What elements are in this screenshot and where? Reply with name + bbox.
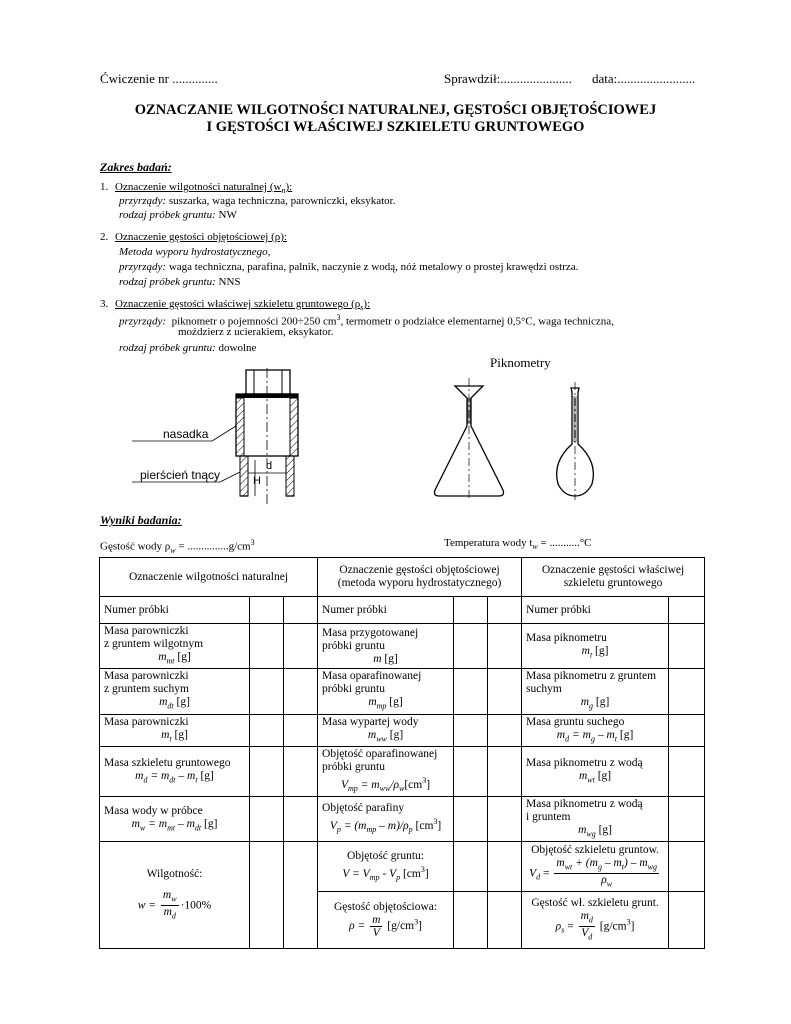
c3-row7-cell[interactable] xyxy=(669,892,705,949)
c2-row2-cell-a[interactable] xyxy=(454,669,488,714)
item-number: 1. xyxy=(100,181,109,193)
col2-header: Oznaczenie gęstości objętościowej (metoda wyporu hydrostatycznego) xyxy=(318,558,522,597)
c2-row3-cell-b[interactable] xyxy=(488,714,522,746)
c2-row4-cell-b[interactable] xyxy=(488,746,522,796)
c2-row3-label: Masa wypartej wody $m_{ww}$ [g] xyxy=(318,714,454,746)
scope-heading: Zakres badań: xyxy=(100,160,172,174)
c2-sample-number: Numer próbki xyxy=(318,597,454,624)
c3-row7-label: Gęstość wł. szkieletu grunt. $\rho_s$ = $\frac{m_d}{V_d}$ $[g/cm^3]$ xyxy=(522,892,669,949)
scope-item-3-tools-cont: moździerz z ucierakiem, eksykator. xyxy=(178,326,334,338)
results-table xyxy=(99,557,705,949)
c3-row6-cell[interactable] xyxy=(669,842,705,892)
c1-row5-label: Masa wody w próbce $m_w = m_{mt} - m_{dt}$ [g] xyxy=(100,797,250,842)
scope-item-3-sample: rodzaj próbek gruntu: dowolne xyxy=(119,342,257,354)
scope-item-2-method: Metoda wyporu hydrostatycznego, xyxy=(119,246,271,258)
water-density: Gęstość wody $\rho_w = ...............g/cm^3$ xyxy=(100,538,255,555)
checked-by: Sprawdził:...................... xyxy=(444,71,572,86)
col3-header: Oznaczenie gęstości właściwej szkieletu gruntowego xyxy=(522,558,705,597)
c1-row1-cell-a[interactable] xyxy=(250,624,284,669)
c2-row3-cell-a[interactable] xyxy=(454,714,488,746)
c2-row1-cell-b[interactable] xyxy=(488,624,522,669)
c3-row2-cell[interactable] xyxy=(669,669,705,714)
c3-row3-label: Masa gruntu suchego $m_d = m_g - m_t$ [g] xyxy=(522,714,669,746)
c3-row5-cell[interactable] xyxy=(669,797,705,842)
c1-row3-cell-a[interactable] xyxy=(250,714,284,746)
c2-row5-cell-b[interactable] xyxy=(488,797,522,842)
c1-row1-cell-b[interactable] xyxy=(284,624,318,669)
scope-item-1-sample: rodzaj próbek gruntu: NW xyxy=(119,209,237,221)
c3-row6-label: Objętość szkieletu gruntow. $V_d$ = $\frac{m_{wt} + (m_g - m_t) - m_{wg}}{\rho_w}$ xyxy=(522,842,669,892)
c1-row5-cell-a[interactable] xyxy=(250,797,284,842)
c1-row2-cell-b[interactable] xyxy=(284,669,318,714)
cutting-ring-label: pierścień tnący xyxy=(140,468,221,482)
c2-row5-label: Objętość parafiny $V_p = (m_{mp} - m)/\rho_p$ $[cm^3]$ xyxy=(318,797,454,842)
c3-row4-label: Masa piknometru z wodą $m_{wt}$ [g] xyxy=(522,746,669,796)
c2-row7-cell-a[interactable] xyxy=(454,892,488,949)
water-temperature: Temperatura wody $t_w = ...........^\circ C$ xyxy=(444,537,592,552)
c1-sample-cell-a[interactable] xyxy=(250,597,284,624)
c3-row2-label: Masa piknometru z gruntem suchym $m_g$ [g] xyxy=(522,669,669,714)
scope-item-2-tools: przyrządy: waga techniczna, parafina, palnik, naczynie z wodą, nóż metalowy o prostej krawędzi ostrza. xyxy=(119,261,579,273)
scope-item-2: 2. Oznaczenie gęstości objętościowej (ρ): xyxy=(100,231,287,243)
c3-sample-cell[interactable] xyxy=(669,597,705,624)
c1-row4-label: Masa szkieletu gruntowego $m_d = m_{dt} - m_t$ [g] xyxy=(100,746,250,796)
c1-moisture-cell-a[interactable] xyxy=(250,842,284,949)
c3-sample-number: Numer próbki xyxy=(522,597,669,624)
c3-row1-label: Masa piknometru $m_t$ [g] xyxy=(522,624,669,669)
col1-header: Oznaczenie wilgotności naturalnej xyxy=(100,558,318,597)
c1-row3-label: Masa parowniczki $m_t$ [g] xyxy=(100,714,250,746)
pycnometers-title: Piknometry xyxy=(490,355,551,370)
c3-row1-cell[interactable] xyxy=(669,624,705,669)
c1-row4-cell-b[interactable] xyxy=(284,746,318,796)
scope-item-1-tools: przyrządy: suszarka, waga techniczna, parowniczki, eksykator. xyxy=(119,195,396,207)
c1-moisture-cell xyxy=(100,842,250,949)
c2-row4-label: Objętość oparafinowanej próbki gruntu $V_{mp} = m_{ww}/\rho_w[cm^3]$ xyxy=(318,746,454,796)
c2-row6-cell-b[interactable] xyxy=(488,842,522,892)
c3-row3-cell[interactable] xyxy=(669,714,705,746)
moisture-formula: w = $\frac{m_w}{m_d}$ ·100% xyxy=(137,889,212,921)
c2-sample-cell-a[interactable] xyxy=(454,597,488,624)
date-field: data:........................ xyxy=(592,71,696,86)
item-title: Oznaczenie wilgotności naturalnej $(w_n)$: xyxy=(115,181,293,196)
c1-row1-label: Masa parowniczki z gruntem wilgotnym $m_{mt}$ [g] xyxy=(100,624,250,669)
c2-row7-label: Gęstość objętościowa: ρ = $\frac{m}{V}$ $[g/cm^3]$ xyxy=(318,892,454,949)
c1-sample-number: Numer próbki xyxy=(100,597,250,624)
c2-row1-cell-a[interactable] xyxy=(454,624,488,669)
c2-row7-cell-b[interactable] xyxy=(488,892,522,949)
scope-item-3: 3. Oznaczenie gęstości właściwej szkieletu gruntowego $(\rho_s)$: xyxy=(100,298,371,313)
round-pycnometer-drawing xyxy=(550,382,600,500)
moisture-label: Wilgotność: xyxy=(146,868,203,881)
c3-row4-cell[interactable] xyxy=(669,746,705,796)
dimension-h-label: H xyxy=(253,475,261,487)
c3-row5-label: Masa piknometru z wodą i gruntem $m_{wg}$ [g] xyxy=(522,797,669,842)
results-heading: Wyniki badania: xyxy=(100,513,182,527)
c2-row6-cell-a[interactable] xyxy=(454,842,488,892)
conical-pycnometer-drawing xyxy=(425,378,513,500)
c1-row3-cell-b[interactable] xyxy=(284,714,318,746)
cap-label: nasadka xyxy=(163,427,209,441)
scope-item-2-sample: rodzaj próbek gruntu: NNS xyxy=(119,276,241,288)
c2-row2-cell-b[interactable] xyxy=(488,669,522,714)
dimension-d-label: d xyxy=(266,460,273,472)
c1-moisture-cell-b[interactable] xyxy=(284,842,318,949)
page-title-line2: I GĘSTOŚCI WŁAŚCIWEJ SZKIELETU GRUNTOWEGO xyxy=(206,119,585,135)
c1-row5-cell-b[interactable] xyxy=(284,797,318,842)
c1-row4-cell-a[interactable] xyxy=(250,746,284,796)
sampling-cylinder-drawing xyxy=(130,368,320,504)
c2-row2-label: Masa oparafinowanej próbki gruntu $m_{mp}$ [g] xyxy=(318,669,454,714)
exercise-number: Ćwiczenie nr .............. xyxy=(100,71,218,86)
c1-row2-cell-a[interactable] xyxy=(250,669,284,714)
c2-row5-cell-a[interactable] xyxy=(454,797,488,842)
scope-item-3-tools: przyrządy: piknometr o pojemności 200÷250 $cm^3$, termometr o podziałce elementarnej 0,5°C, waga techniczna, xyxy=(119,313,614,328)
page-title-line1: OZNACZANIE WILGOTNOŚCI NATURALNEJ, GĘSTOŚCI OBJĘTOŚCIOWEJ xyxy=(134,102,657,118)
c2-row4-cell-a[interactable] xyxy=(454,746,488,796)
c1-sample-cell-b[interactable] xyxy=(284,597,318,624)
c2-row6-label: Objętość gruntu: $V = V_{mp} - V_p$ $[cm^3]$ xyxy=(318,842,454,892)
c2-sample-cell-b[interactable] xyxy=(488,597,522,624)
c2-row1-label: Masa przygotowanej próbki gruntu m [g] xyxy=(318,624,454,669)
c1-row2-label: Masa parowniczki z gruntem suchym $m_{dt}$ [g] xyxy=(100,669,250,714)
